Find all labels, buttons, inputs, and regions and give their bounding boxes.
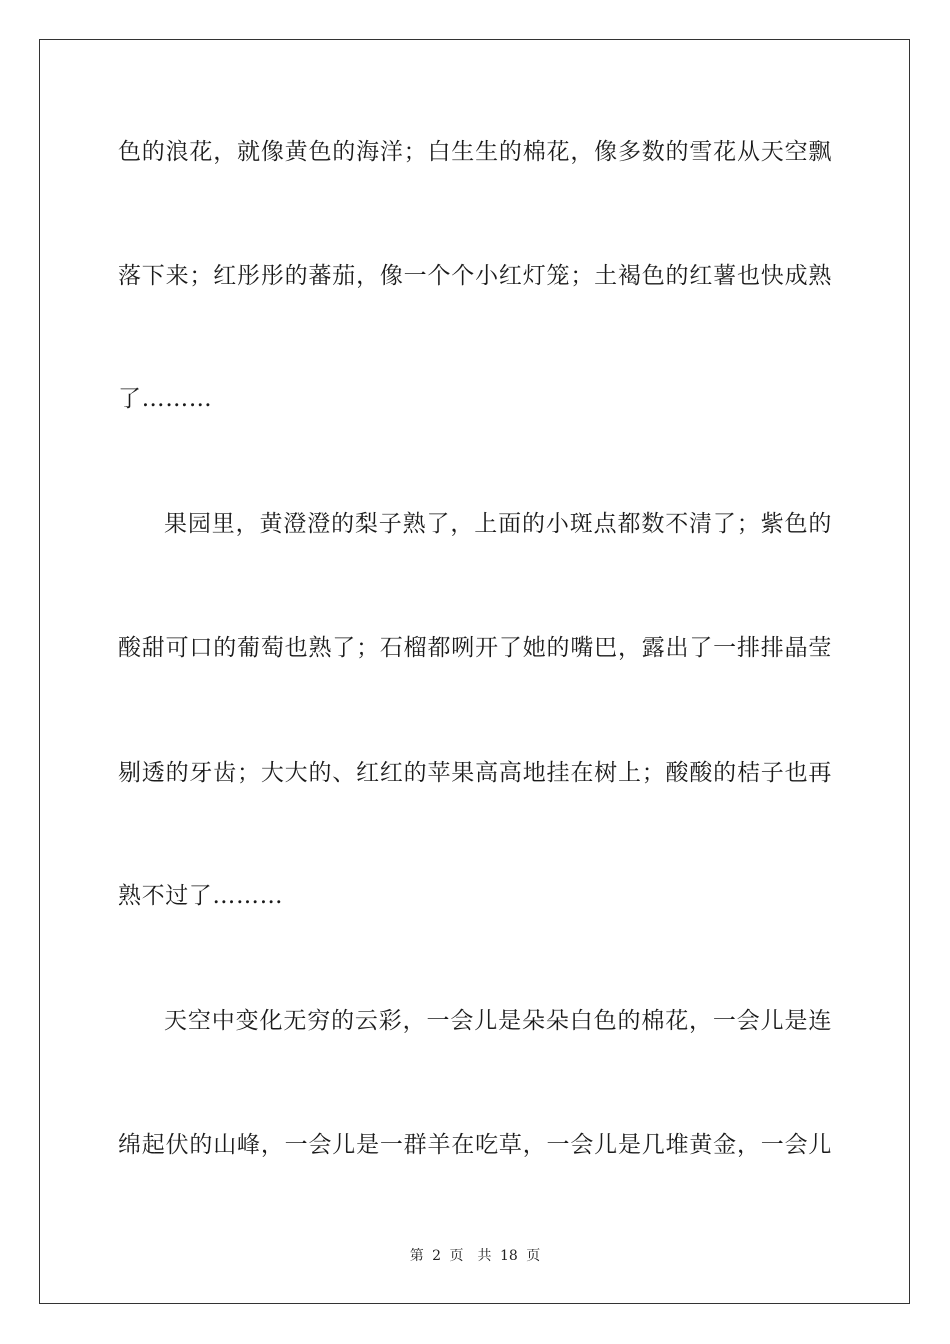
paragraph-line: 剔透的牙齿；大大的、红红的苹果高高地挂在树上；酸酸的桔子也再 [118, 760, 832, 786]
paragraph-line: 色的浪花，就像黄色的海洋；白生生的棉花，像多数的雪花从天空飘 [118, 139, 832, 165]
paragraph-line: 熟不过了……… [118, 883, 284, 909]
paragraph-line: 天空中变化无穷的云彩，一会儿是朵朵白色的棉花，一会儿是连 [164, 1008, 832, 1034]
paragraph-line: 绵起伏的山峰，一会儿是一群羊在吃草，一会儿是几堆黄金，一会儿 [118, 1132, 832, 1158]
paragraph-line: 酸甜可口的葡萄也熟了；石榴都咧开了她的嘴巴，露出了一排排晶莹 [118, 635, 832, 661]
paragraph-line: 了……… [118, 386, 213, 412]
paragraph-line: 果园里，黄澄澄的梨子熟了，上面的小斑点都数不清了；紫色的 [164, 511, 832, 537]
page-number-footer: 第 2 页 共 18 页 [409, 1248, 541, 1264]
paragraph-line: 落下来；红彤彤的蕃茄，像一个个小红灯笼；土褐色的红薯也快成熟 [118, 263, 832, 289]
page-border [39, 39, 910, 1304]
